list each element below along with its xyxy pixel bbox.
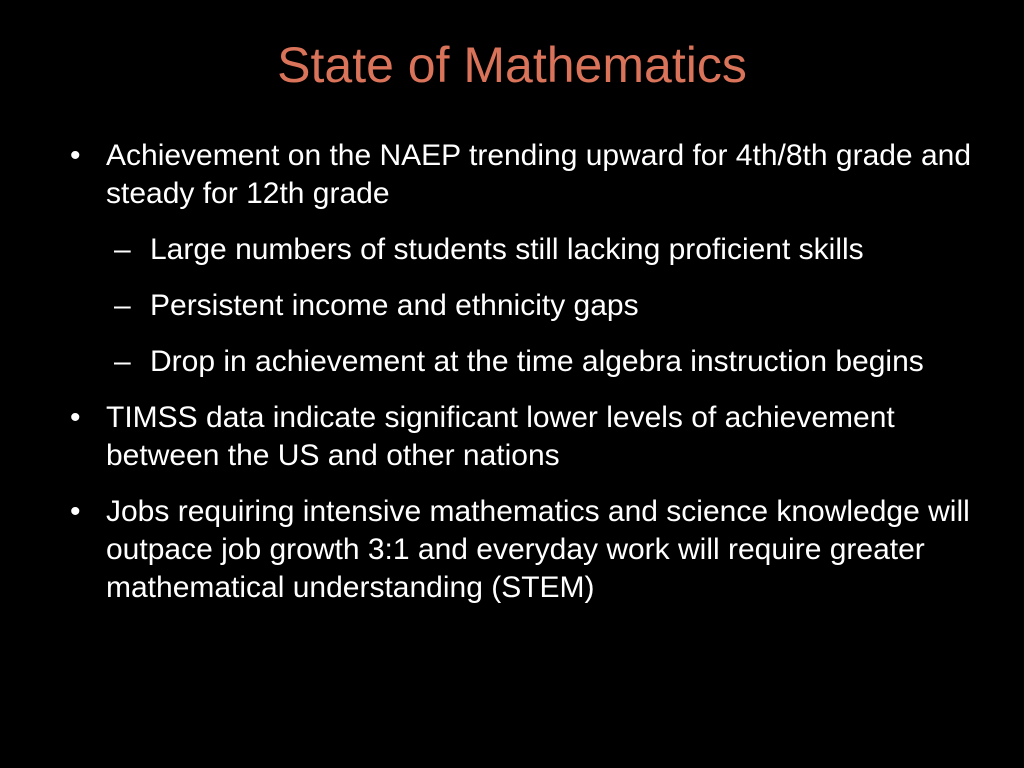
sub-bullet-text: Persistent income and ethnicity gaps — [150, 289, 639, 322]
bullet-text: Jobs requiring intensive mathematics and science knowledge will outpace job growth 3:1 and everyday work will require greater mathematical understanding (STEM) — [106, 495, 970, 604]
sub-bullet-marker: – — [114, 233, 131, 266]
sub-bullet-algebra-drop — [62, 343, 972, 381]
bullet-timss-data — [62, 399, 972, 475]
sub-bullet-income-gaps — [62, 287, 972, 325]
slide-body — [62, 137, 972, 625]
bullet-naep-achievement — [62, 137, 972, 213]
bullet-marker: • — [70, 401, 81, 434]
bullet-stem-jobs — [62, 493, 972, 607]
slide-title: State of Mathematics — [277, 37, 747, 93]
bullet-text: TIMSS data indicate significant lower levels of achievement between the US and other nations — [106, 401, 895, 472]
bullet-marker: • — [70, 495, 81, 528]
bullet-text: Achievement on the NAEP trending upward for 4th/8th grade and steady for 12th grade — [106, 139, 972, 210]
sub-bullet-text: Large numbers of students still lacking proficient skills — [150, 233, 864, 266]
bullet-marker: • — [70, 139, 81, 172]
sub-bullet-marker: – — [114, 345, 131, 378]
sub-bullet-proficient-skills — [62, 231, 972, 269]
sub-bullet-text: Drop in achievement at the time algebra instruction begins — [150, 345, 924, 378]
sub-bullet-marker: – — [114, 289, 131, 322]
